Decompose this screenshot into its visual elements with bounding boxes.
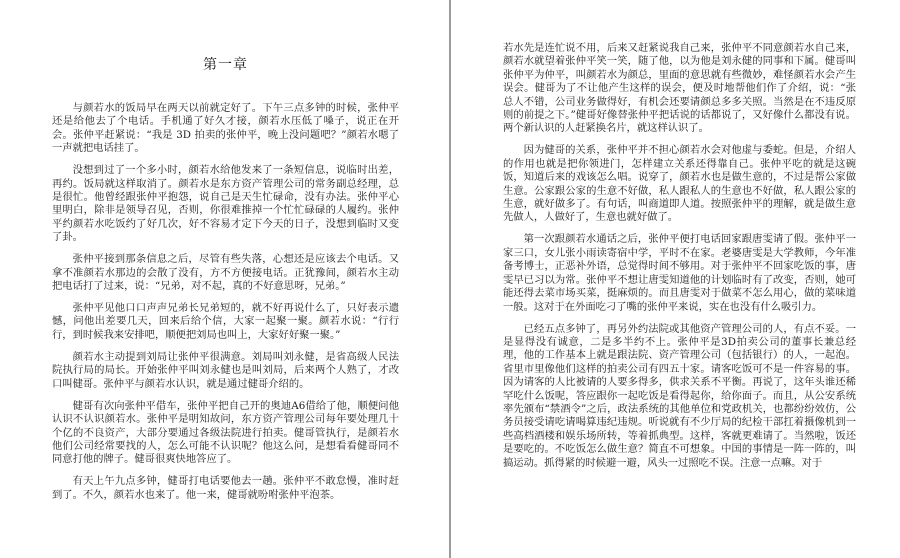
right-page <box>451 0 900 558</box>
paragraph: 没想到过了一个多小时，颜若水给他发来了一条短信息，说临时出差，再约。饭局就这样取消了。颜若水是东方资产管理公司的常务副总经理，总是很忙。他曾经跟张仲平抱怨，说自己是天生忙碌命，没有办法。张仲平心里明白，除非是领导召见，否则，你很难推掉一个忙忙碌碌的人履约。张仲平约颜若水吃饭约了好几次，好不容易才定下今天的日子，没想到临时又变了卦。 <box>52 164 399 244</box>
paragraph: 张仲平见他口口声声兄弟长兄弟短的，就不好再说什么了，只好表示遗憾，问他出差要几天，回来后给个信，大家一起聚一聚。颜若水说：“行行行，到时候我来安排吧，顺便把刘局也叫上，大家好好聚一聚。” <box>52 302 399 341</box>
paragraph: 与颜若水的饭局早在两天以前就定好了。下午三点多钟的时候，张仲平还是给他去了个电话。手机通了好久才接，颜若水压低了嗓子，说正在开会。张仲平赶紧说：“我是 3D 拍卖的张仲平，晚上没问题吧？”颜若水嗯了一声就把电话挂了。 <box>52 102 399 155</box>
paragraph: 颜若水主动提到刘局让张仲平很满意。刘局叫刘永健，是省高级人民法院执行局的局长。开始张仲平叫刘永健也是叫刘局，后来两个人熟了，才改口叫健哥。张仲平与颜若水认识，就是通过健哥介绍的。 <box>52 350 399 390</box>
left-page <box>0 0 449 558</box>
paragraph: 已经五点多钟了，再另外约法院或其他资产管理公司的人，有点不妥。一是显得没有诚意，二是多半约不上。张仲平是3D拍卖公司的董事长兼总经理，他的工作基本上就是跟法院、资产管理公司（包括银行）的人，一起泡。省里市里像他们这样的拍卖公司有四五十家。请客吃饭可不是一件容易的事。因为请客的人比被请的人要多得多，供求关系不平衡。再说了，这年头谁还稀罕吃什么饭呢，答应跟你一起吃饭是看得起你，给你面子。而且，从公安系统率先颁布“禁酒令”之后，政法系统的其他单位和党政机关，也都纷纷效仿，公务员接受请吃请喝算违纪违规。听说就有不少厅局的纪检干部扛着摄像机到一些高档酒楼和娱乐场所转，等着抓典型。这样，客就更难请了。当然啦，饭还是要吃的。不吃饭怎么做生意？简直不可想象。中国的事情是一阵一阵的，叫搞运动。抓得紧的时候避一避，风头一过照吃不误。注意一点嘛。对于 <box>503 322 856 469</box>
chapter-title: 第一章 <box>203 57 248 73</box>
paragraph: 健哥有次向张仲平借车，张仲平把自己开的奥迪A6借给了他，顺便问他认识不认识颜若水。张仲平是明知故问，东方资产管理公司每年要处理几十个亿的不良资产，大部分要通过各级法院进行拍卖。健哥管执行，是颜若水他们公司经常要找的人，怎么可能不认识呢？他这么问，是想看看健哥同不同意打他的牌子。健哥很爽快地答应了。 <box>52 399 399 466</box>
paragraph: 张仲平接到那条信息之后，尽管有些失落，心想还是应该去个电话。又拿不准颜若水那边的会散了没有，方不方便接电话。正犹豫间，颜若水主动把电话打了过来，说：“兄弟，对不起，真的不好意思呀，兄弟。” <box>52 253 399 293</box>
paragraph: 第一次跟颜若水通话之后，张仲平便打电话回家跟唐雯请了假。张仲平一家三口，女儿张小雨读寄宿中学，平时不在家。老婆唐雯是大学教师，今年准备考博士，正恶补外语，总觉得时间不够用。对于张仲平不回家吃饭的事，唐雯早已习以为常。张仲平不想让唐雯知道他的计划临时有了改变，否则，她可能还得去菜市场买菜，挺麻烦的。而且唐雯对于做菜不怎么用心，做的菜味道一般。这对于在外面吃刁了嘴的张仲平来说，实在也没有什么吸引力。 <box>503 233 856 313</box>
paragraph: 若水先是连忙说不用，后来又赶紧说我自己来，张仲平不同意颜若水自己来，颜若水就望着张仲平笑一笑，随了他，以为他是刘永健的同事和下属。健哥叫张仲平为仲平，叫颜若水为颜总，里面的意思就有些微妙，难怪颜若水会产生误会。健哥为了不让他产生这样的误会，便及时地帮他们作了介绍，说：“张总人不错，公司业务做得好，有机会还要请颜总多多关照。当然是在不违反原则的前提之下。”健哥好像替张仲平把话说的话都说了，又好像什么都没有说。两个新认识的人赶紧换名片，就这样认识了。 <box>503 42 856 135</box>
paragraph: 有天上午九点多钟，健哥打电话要他去一趟。张仲平不敢怠慢，准时赶到了。不久，颜若水也来了。他一来，健哥就吩咐张仲平泡茶。 <box>52 475 399 501</box>
paragraph: 因为健哥的关系，张仲平并不担心颜若水会对他虚与委蛇。但是，介绍人的作用也就是把你领进门，怎样建立关系还得靠自己。张仲平吃的就是这碗饭，知道后来的戏该怎么唱。说穿了，颜若水也是做生意的，不过是帮公家做生意。公家跟公家的生意不好做，私人跟私人的生意也不好做，私人跟公家的生意，就好做多了。有句话，叫商道即人道。按照张仲平的理解，就是做生意先做人，人做好了，生意也就好做了。 <box>503 144 856 224</box>
